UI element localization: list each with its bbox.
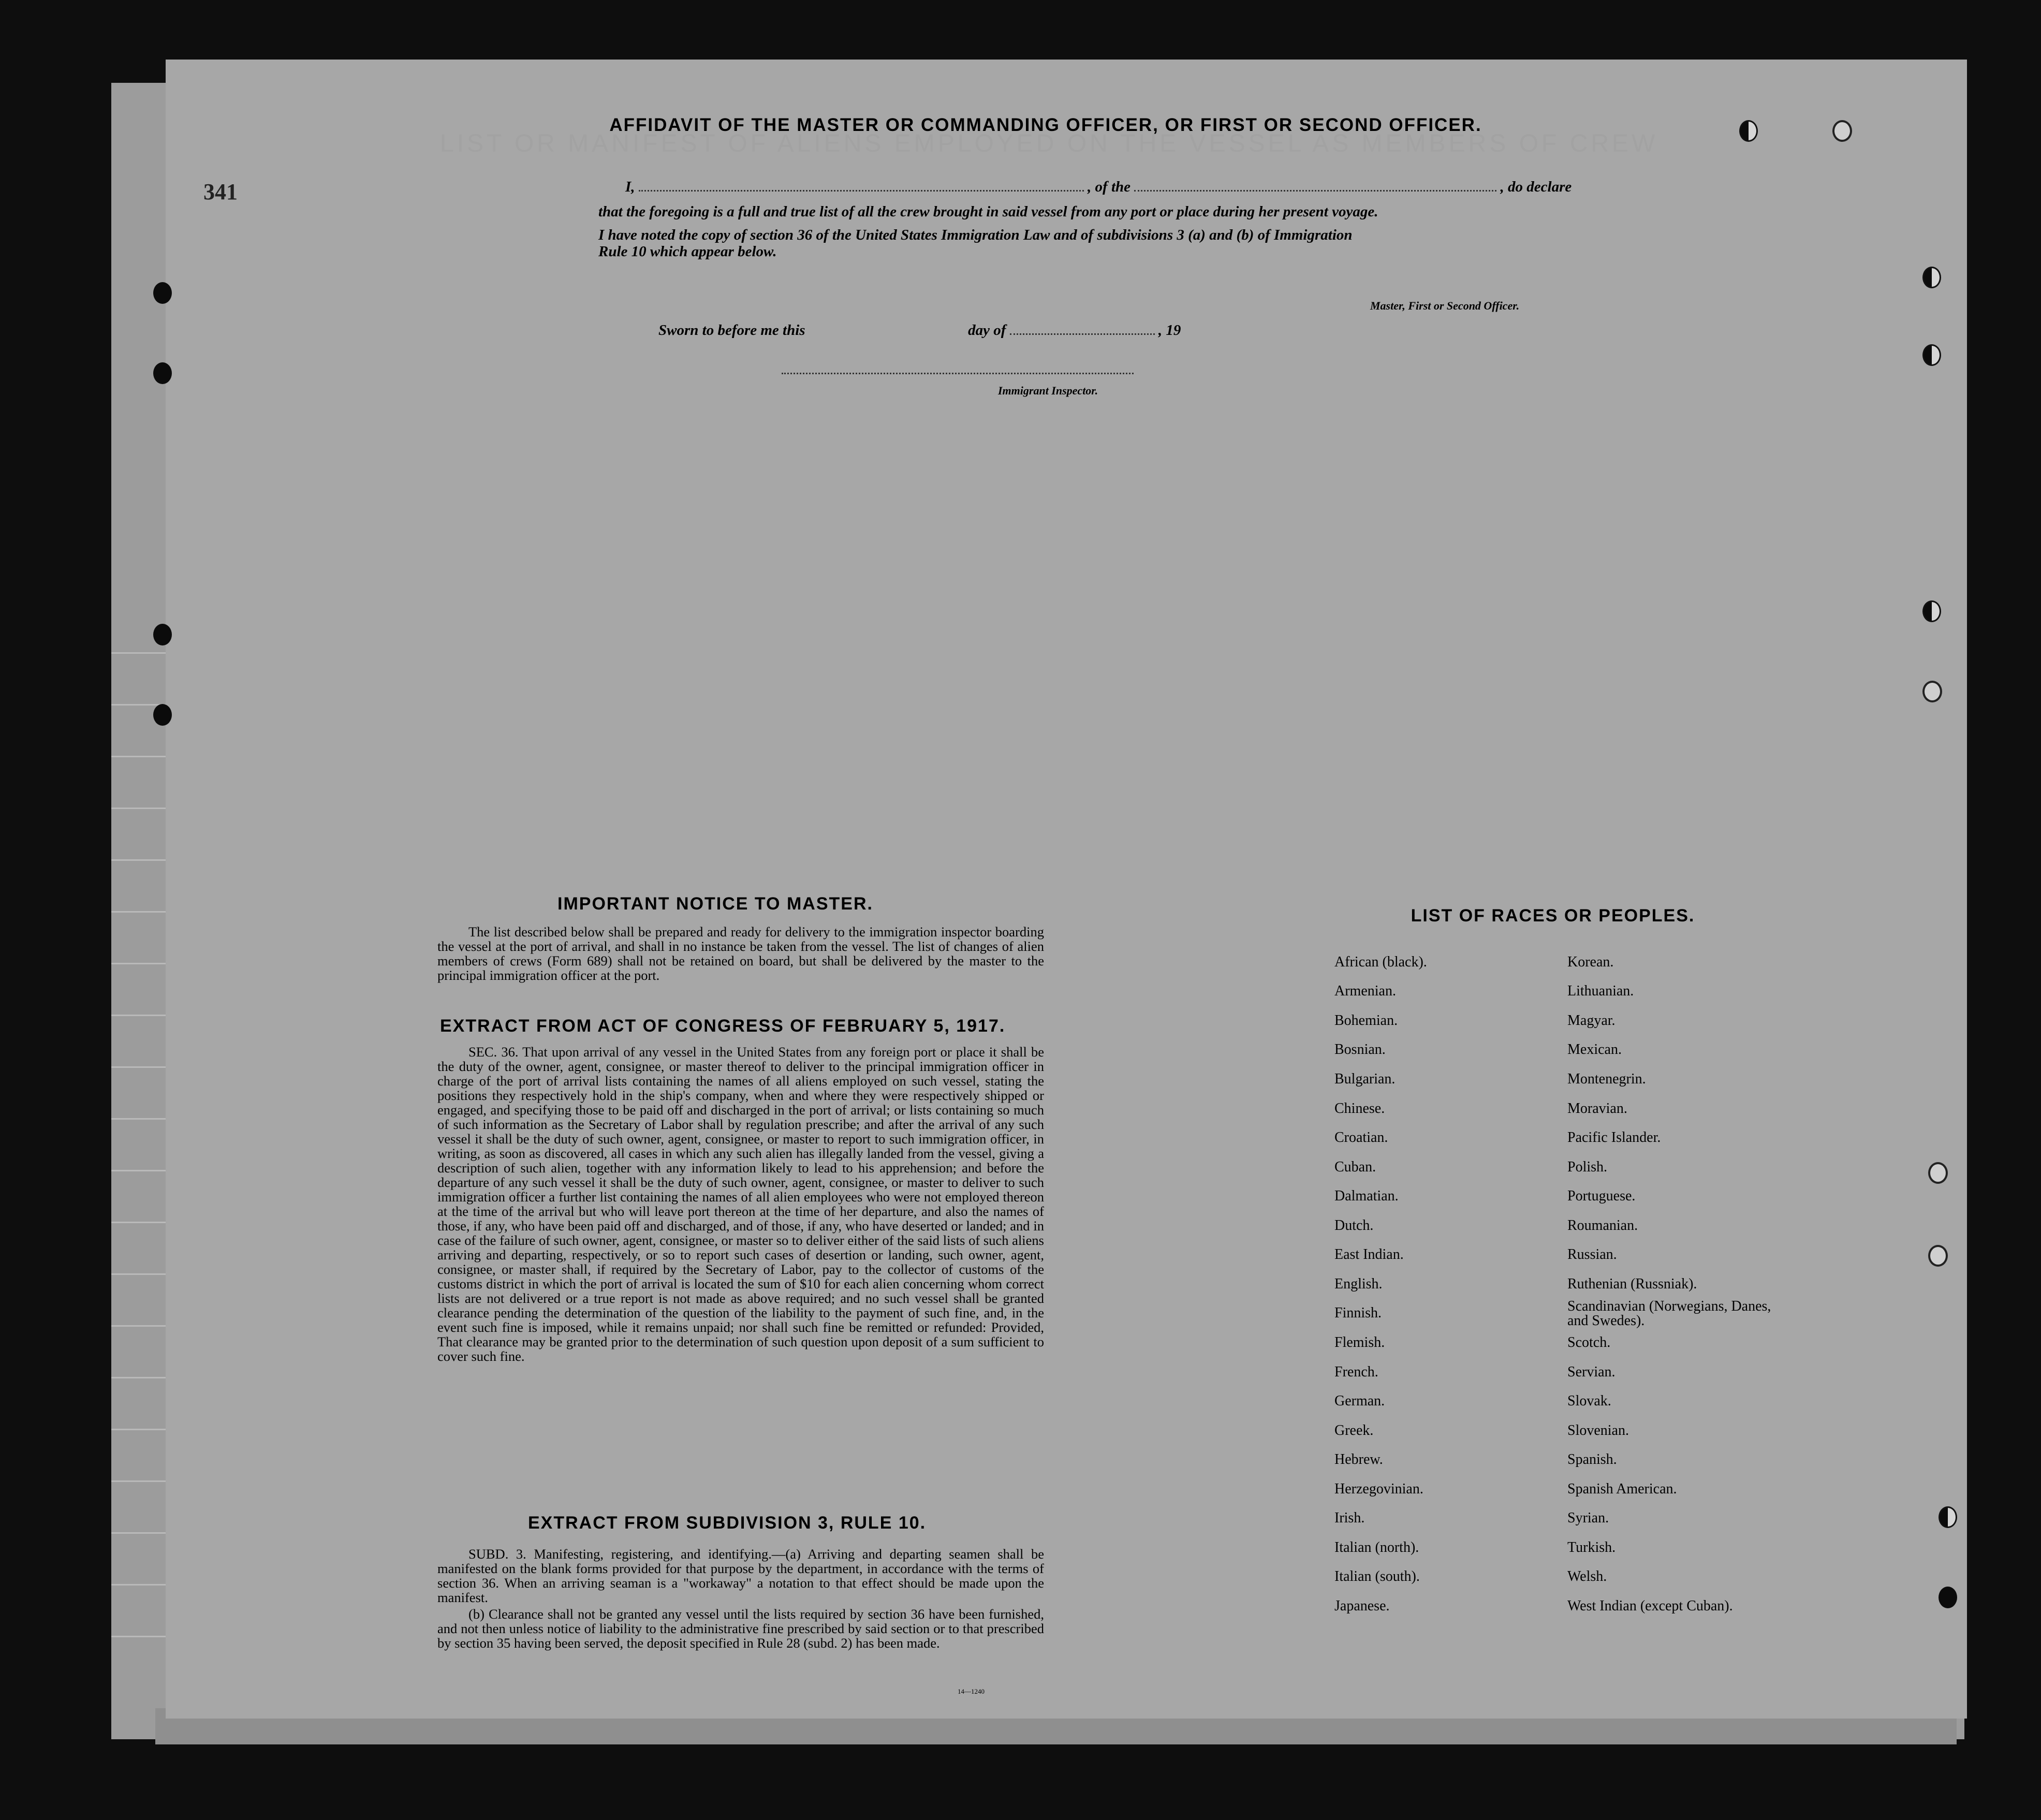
handwritten-page-number: 341 [203, 179, 238, 204]
rule-paragraph-a: SUBD. 3. Manifesting, registering, and identifying.—(a) Arriving and departing seamen shall be manifested on the blank forms provided for that purpose by the department, in accordance with the terms of section 36. When an arriving seaman is a "workaway" a notation to that effect should be made upon the manifest. [437, 1546, 1044, 1605]
race-right-item: Ruthenian (Russniak). [1567, 1276, 1697, 1292]
race-right-item: Spanish. [1567, 1451, 1617, 1467]
race-right-item: Roumanian. [1567, 1217, 1638, 1234]
punch-hole [1928, 1162, 1948, 1184]
race-right-item: Russian. [1567, 1246, 1617, 1263]
race-right-item: Spanish American. [1567, 1481, 1677, 1497]
punch-hole [153, 704, 172, 726]
race-left-item: Greek. [1334, 1422, 1374, 1439]
punch-hole [153, 362, 172, 384]
form-number: 14—1240 [958, 1687, 985, 1695]
manifest-back-sheet [166, 60, 1967, 1719]
race-left-item: Armenian. [1334, 983, 1396, 999]
vessel-blank[interactable] [1134, 190, 1496, 192]
punch-hole [1922, 344, 1941, 366]
race-right-item: West Indian (except Cuban). [1567, 1598, 1733, 1614]
race-right-item: Pacific Islander. [1567, 1129, 1661, 1146]
notice-paragraph: The list described below shall be prepared and ready for delivery to the immigration inspector boarding the vessel at the port of arrival, and shall in no instance be taken from the vessel. The list of changes of alien members of crews (Form 689) shall not be retained on board, but shall be delivered by the master to the principal immigration officer at the port. [437, 924, 1044, 983]
race-right-item: Turkish. [1567, 1539, 1616, 1555]
bleed-through-text: LIST OR MANIFEST OF ALIENS EMPLOYED ON THE VESSEL AS MEMBERS OF CREW [440, 130, 1658, 157]
name-blank[interactable] [639, 190, 1084, 192]
race-right-item: Scandinavian (Norwegians, Danes, and Swedes). [1567, 1298, 1771, 1329]
race-right-item: Slovak. [1567, 1393, 1611, 1409]
inspector-label: Immigrant Inspector. [998, 384, 1098, 397]
sworn-day-blank[interactable] [809, 333, 964, 335]
race-left-item: Japanese. [1334, 1598, 1390, 1614]
rule-paragraph-b: (b) Clearance shall not be granted any vessel until the lists required by section 36 have been furnished, and not then unless notice of liability to the administrative fine prescribed by said section or to that prescribed by section 35 having been served, the deposit specified in Rule 28 (subd. 2) has been made. [437, 1606, 1044, 1651]
punch-hole [1922, 600, 1941, 622]
punch-hole [1922, 267, 1941, 288]
sworn-label: Sworn to before me this [658, 322, 805, 339]
race-left-item: African (black). [1334, 954, 1427, 970]
punch-hole [1922, 681, 1942, 702]
punch-hole [1832, 120, 1852, 142]
punch-hole [1939, 1587, 1957, 1608]
race-left-item: Herzegovinian. [1334, 1481, 1423, 1497]
signature-label: Master, First or Second Officer. [1370, 299, 1520, 312]
race-right-item: Polish. [1567, 1159, 1608, 1175]
race-left-item: Flemish. [1334, 1334, 1385, 1351]
race-right-item: Moravian. [1567, 1100, 1627, 1117]
race-right-item: Welsh. [1567, 1568, 1607, 1584]
extract-rule-text [437, 1547, 1044, 1650]
race-right-item: Korean. [1567, 954, 1614, 970]
affidavit-title: AFFIDAVIT OF THE MASTER OR COMMANDING OFFICER, OR FIRST OR SECOND OFFICER. [609, 115, 1482, 135]
race-left-item: Hebrew. [1334, 1451, 1383, 1467]
affidavit-line-3: I have noted the copy of section 36 of the United States Immigration Law and of subdivisions 3 (a) and (b) of Immigration [598, 227, 1353, 243]
race-left-item: Finnish. [1334, 1305, 1382, 1321]
punch-hole [1928, 1245, 1948, 1267]
race-left-item: Italian (south). [1334, 1568, 1420, 1584]
race-left-item: Irish. [1334, 1510, 1365, 1526]
notice-text [437, 924, 1044, 982]
race-left-item: Croatian. [1334, 1129, 1388, 1146]
race-right-item: Mexican. [1567, 1041, 1622, 1058]
extract-act-text [437, 1045, 1044, 1363]
race-left-item: French. [1334, 1364, 1378, 1380]
race-right-item: Lithuanian. [1567, 983, 1634, 999]
year-label: , 19 [1158, 322, 1181, 339]
affidavit-line-1 [625, 179, 1572, 196]
race-left-item: Bohemian. [1334, 1012, 1398, 1029]
race-left-item: English. [1334, 1276, 1383, 1292]
punch-hole [153, 282, 172, 304]
race-left-item: Chinese. [1334, 1100, 1385, 1117]
race-right-item: Slovenian. [1567, 1422, 1629, 1439]
extract-act-title: EXTRACT FROM ACT OF CONGRESS OF FEBRUARY 5, 1917. [440, 1016, 1006, 1036]
race-right-item: Servian. [1567, 1364, 1616, 1380]
race-right-item: Syrian. [1567, 1510, 1609, 1526]
i-label: I, [625, 179, 635, 195]
race-left-item: Bosnian. [1334, 1041, 1386, 1058]
inspector-signature-line[interactable] [782, 373, 1134, 374]
day-of-label: day of [968, 322, 1006, 339]
races-title: LIST OF RACES OR PEOPLES. [1411, 906, 1695, 926]
punch-hole [1939, 1506, 1957, 1528]
section-36-paragraph: SEC. 36. That upon arrival of any vessel in the United States from any foreign port or place it shall be the duty of the owner, agent, consignee, or master thereof to deliver to the principal immigration officer in charge of the port of arrival lists containing the names of all aliens employed on such vessel, stating the positions they respectively hold in the ship's company, when and where they were respectively shipped or engaged, and specifying those to be paid off and discharged in the port of arrival; or lists containing so much of such information as the Secretary of Labor shall by regulation prescribe; and after the arrival of any such vessel it shall be the duty of such owner, agent, consignee, or master to report to such immigration officer, in writing, as soon as discovered, all cases in which any such alien has illegally landed from the vessel, giving a description of such alien, together with any information likely to lead to his apprehension; and before the departure of any such vessel it shall be the duty of such owner, agent, consignee, or master to deliver to such immigration officer a further list containing the names of all alien employees who were not employed thereon at the time of the arrival but who will leave port thereon at the time of her departure, and also the names of those, if any, who have been paid off and discharged, and of those, if any, who have deserted or landed; and in case of the failure of such owner, agent, consignee, or master so to deliver either of the said lists of such aliens arriving and departing, respectively, or so to report such cases of desertion or landing, such owner, agent, consignee, or master shall, if required by the Secretary of Labor, pay to the collector of customs of the customs district in which the port of arrival is located the sum of $10 for each alien concerning whom correct lists are not delivered or a true report is not made as above required; and no such vessel shall be granted clearance pending the determination of the question of the liability to the payment of such fine, and, in the event such fine is imposed, while it remains unpaid; nor shall such fine be remitted or refunded: Provided, That clearance may be granted prior to the determination of such question upon deposit of a sum sufficient to cover such fine. [437, 1044, 1044, 1364]
race-right-item: Portuguese. [1567, 1188, 1636, 1204]
month-blank[interactable] [1010, 333, 1155, 335]
affidavit-line-2: that the foregoing is a full and true list of all the crew brought in said vessel from any port or place during her present voyage. [598, 203, 1378, 220]
notice-title: IMPORTANT NOTICE TO MASTER. [557, 894, 873, 914]
race-left-item: Italian (north). [1334, 1539, 1419, 1555]
race-right-item: Magyar. [1567, 1012, 1616, 1029]
of-the-label: , of the [1088, 179, 1131, 195]
punch-hole [153, 624, 172, 645]
sworn-line [658, 322, 1181, 339]
race-right-item: Montenegrin. [1567, 1071, 1646, 1087]
race-left-item: Cuban. [1334, 1159, 1376, 1175]
race-right-item: Scotch. [1567, 1334, 1611, 1351]
race-left-item: German. [1334, 1393, 1385, 1409]
punch-hole [1739, 120, 1758, 142]
extract-rule-title: EXTRACT FROM SUBDIVISION 3, RULE 10. [528, 1513, 927, 1533]
race-left-item: East Indian. [1334, 1246, 1404, 1263]
race-left-item: Bulgarian. [1334, 1071, 1396, 1087]
do-declare-label: , do declare [1500, 179, 1572, 195]
race-left-item: Dutch. [1334, 1217, 1374, 1234]
race-left-item: Dalmatian. [1334, 1188, 1399, 1204]
affidavit-line-4: Rule 10 which appear below. [598, 243, 777, 260]
